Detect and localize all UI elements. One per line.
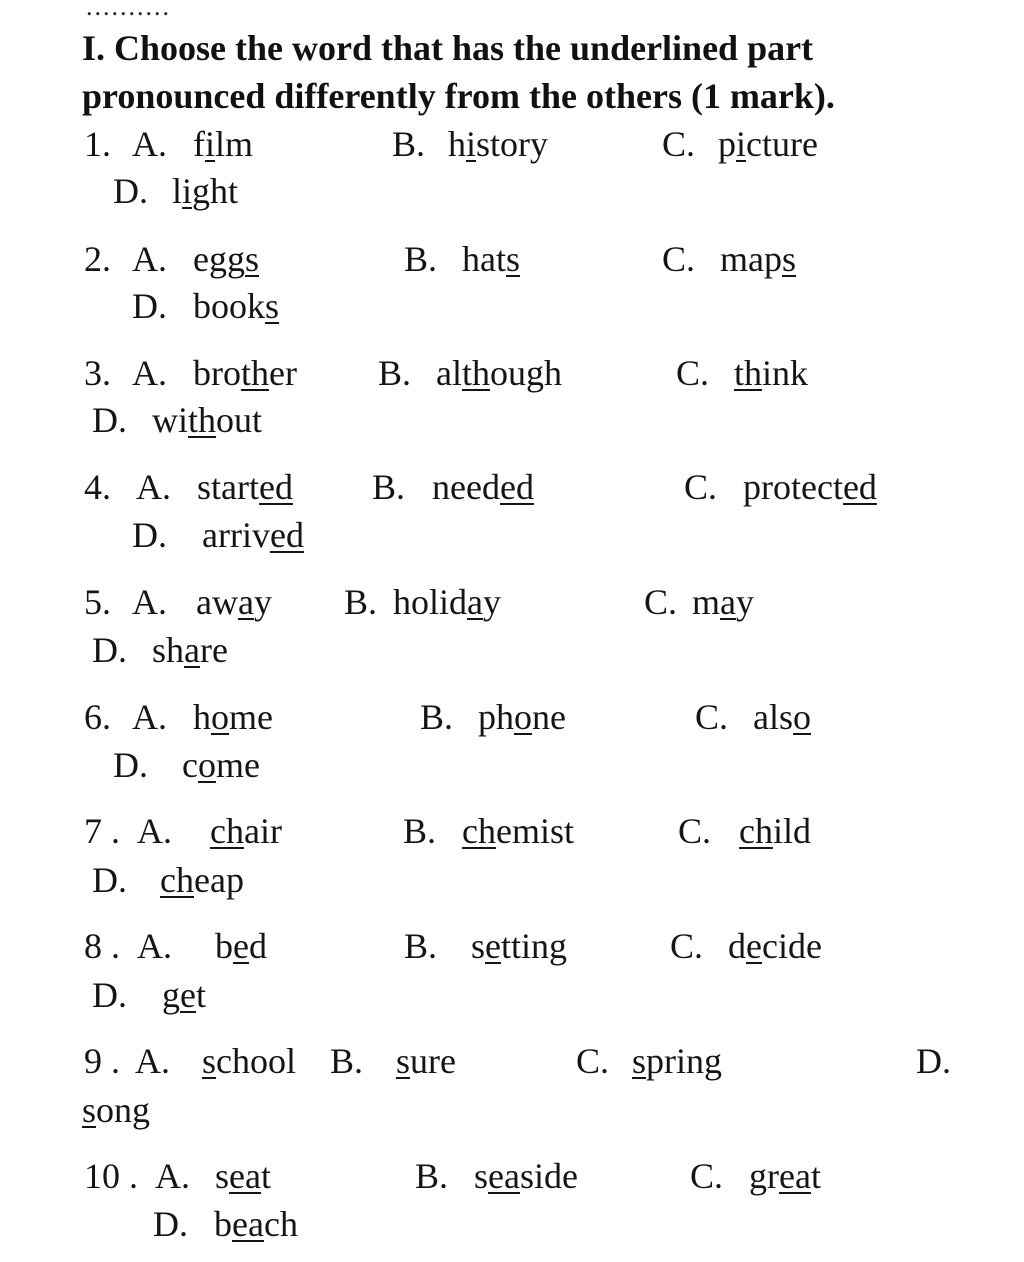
underlined-part: s: [505, 239, 520, 279]
word-prefix: hat: [462, 239, 506, 279]
underlined-part: s: [632, 1041, 647, 1081]
word-suffix: me: [215, 745, 260, 785]
word-suffix: t: [195, 975, 206, 1015]
option-letter: D.: [92, 630, 127, 670]
option-word: [462, 241, 520, 277]
option-word: [210, 813, 282, 849]
option-word: [718, 126, 818, 162]
underlined-part: s: [396, 1041, 411, 1081]
word-prefix: bro: [193, 353, 241, 393]
option-letter: D.: [132, 515, 167, 555]
word-prefix: egg: [193, 239, 245, 279]
word-prefix: wi: [152, 400, 188, 440]
underlined-part: s: [781, 239, 796, 279]
question-number: 1.: [84, 124, 111, 164]
option-word: [632, 1043, 722, 1079]
option-word: [743, 469, 877, 505]
word-suffix: tting: [501, 926, 568, 966]
word-suffix: chool: [216, 1041, 296, 1081]
underlined-part: a: [720, 582, 736, 622]
underlined-part: ch: [210, 811, 244, 851]
word-prefix: als: [753, 697, 793, 737]
word-prefix: d: [728, 926, 746, 966]
option-word: [448, 126, 548, 162]
word-suffix: pring: [646, 1041, 723, 1081]
word-prefix: m: [692, 582, 721, 622]
option-letter: B.: [392, 124, 426, 164]
question-number: 3.: [84, 353, 111, 393]
option-word: [432, 469, 534, 505]
word-suffix: t: [260, 1156, 271, 1196]
option-letter: A.: [136, 467, 171, 507]
word-suffix: y: [253, 582, 272, 622]
question-number: 4.: [84, 467, 111, 507]
word-suffix: me: [229, 697, 273, 737]
option-letter: C.: [676, 353, 710, 393]
word-prefix: s: [215, 1156, 230, 1196]
option-letter: A.: [137, 926, 172, 966]
underlined-part: ch: [462, 811, 496, 851]
option-letter: C.: [695, 697, 729, 737]
option-word: [692, 584, 754, 620]
underlined-part: s: [244, 239, 259, 279]
question-number: 8 .: [84, 926, 120, 966]
option-word: [172, 173, 238, 209]
word-prefix: f: [193, 124, 205, 164]
underlined-part: ea: [488, 1156, 520, 1196]
option-letter: D.: [113, 171, 148, 211]
word-suffix: ch: [263, 1204, 298, 1244]
option-word: [160, 862, 244, 898]
option-letter: A.: [137, 811, 172, 851]
option-letter: A.: [132, 239, 167, 279]
underlined-part: th: [461, 353, 490, 393]
word-prefix: b: [215, 926, 233, 966]
word-suffix: air: [243, 811, 282, 851]
word-prefix: s: [474, 1156, 489, 1196]
option-word: [215, 1158, 271, 1194]
question-number: 2.: [84, 239, 111, 279]
option-word: [474, 1158, 578, 1194]
word-suffix: y: [736, 582, 754, 622]
underlined-part: ed: [842, 467, 877, 507]
word-prefix: arriv: [202, 515, 270, 555]
option-letter: D.: [92, 400, 127, 440]
underlined-part: e: [233, 926, 249, 966]
option-letter: C.: [690, 1156, 724, 1196]
underlined-part: ed: [269, 515, 304, 555]
word-prefix: need: [432, 467, 500, 507]
option-letter: B.: [372, 467, 406, 507]
word-suffix: ough: [490, 353, 562, 393]
option-letter: C.: [576, 1041, 610, 1081]
option-letter: B.: [404, 926, 438, 966]
word-suffix: er: [269, 353, 297, 393]
option-letter: D.: [92, 860, 127, 900]
word-prefix: start: [197, 467, 259, 507]
word-suffix: t: [810, 1156, 821, 1196]
word-suffix: ild: [772, 811, 811, 851]
option-letter: B.: [415, 1156, 449, 1196]
underlined-part: s: [265, 286, 280, 326]
option-letter: A.: [132, 697, 167, 737]
word-prefix: al: [436, 353, 462, 393]
word-prefix: aw: [196, 582, 238, 622]
option-letter: B.: [330, 1041, 364, 1081]
word-suffix: side: [519, 1156, 578, 1196]
word-prefix: l: [172, 171, 183, 211]
option-word: [182, 747, 260, 783]
option-word: [753, 699, 811, 735]
word-prefix: s: [471, 926, 486, 966]
underlined-part: o: [793, 697, 811, 737]
question-number: 5.: [84, 582, 111, 622]
option-letter: D.: [113, 745, 148, 785]
option-word: [152, 632, 228, 668]
option-word: [462, 813, 574, 849]
option-letter: A.: [135, 1041, 170, 1081]
word-prefix: holid: [393, 582, 468, 622]
underlined-part: i: [466, 124, 477, 164]
underlined-part: i: [736, 124, 747, 164]
word-suffix: cture: [746, 124, 818, 164]
word-prefix: gr: [749, 1156, 779, 1196]
option-word: [739, 813, 811, 849]
word-prefix: c: [182, 745, 198, 785]
option-letter: C.: [662, 124, 696, 164]
word-prefix: h: [193, 697, 211, 737]
option-word: [734, 355, 808, 391]
option-word: [393, 584, 501, 620]
option-letter: D.: [916, 1041, 951, 1081]
underlined-part: ch: [739, 811, 773, 851]
option-letter: A.: [132, 124, 167, 164]
option-letter: C.: [678, 811, 712, 851]
word-suffix: lm: [215, 124, 254, 164]
option-word: [152, 402, 262, 438]
option-word: [728, 928, 822, 964]
option-letter: C.: [662, 239, 696, 279]
option-letter: B.: [420, 697, 454, 737]
option-word: [82, 1092, 150, 1128]
underlined-part: th: [188, 400, 217, 440]
question-number: 9 .: [84, 1041, 120, 1081]
underlined-part: i: [205, 124, 216, 164]
option-letter: D.: [153, 1204, 188, 1244]
question-number: 6.: [84, 697, 111, 737]
option-word: [478, 699, 566, 735]
underlined-part: s: [202, 1041, 217, 1081]
section-title-line-2: pronounced differently from the others (1 mark).: [82, 76, 835, 116]
underlined-part: th: [241, 353, 270, 393]
word-prefix: h: [448, 124, 466, 164]
option-word: [197, 469, 293, 505]
option-word: [193, 355, 297, 391]
option-word: [436, 355, 562, 391]
option-letter: A.: [132, 582, 167, 622]
word-prefix: p: [718, 124, 736, 164]
option-word: [193, 699, 273, 735]
option-letter: D.: [92, 975, 127, 1015]
word-prefix: g: [162, 975, 180, 1015]
word-suffix: cide: [761, 926, 822, 966]
word-suffix: story: [476, 124, 549, 164]
option-word: [202, 517, 304, 553]
underlined-part: th: [734, 353, 763, 393]
underlined-part: ea: [229, 1156, 261, 1196]
word-suffix: ne: [532, 697, 566, 737]
option-word: [720, 241, 796, 277]
option-word: [396, 1043, 456, 1079]
underlined-part: o: [211, 697, 229, 737]
option-word: [162, 977, 206, 1013]
word-prefix: b: [214, 1204, 232, 1244]
word-suffix: emist: [495, 811, 574, 851]
option-letter: A.: [132, 353, 167, 393]
option-word: [196, 584, 272, 620]
section-title-line-1: I. Choose the word that has the underlined part: [82, 28, 814, 68]
word-suffix: d: [248, 926, 267, 966]
option-word: [214, 1206, 298, 1242]
option-word: [471, 928, 567, 964]
option-letter: B.: [403, 811, 437, 851]
underlined-part: i: [182, 171, 193, 211]
option-letter: B.: [404, 239, 438, 279]
option-word: [193, 126, 253, 162]
word-suffix: out: [216, 400, 263, 440]
word-prefix: map: [720, 239, 782, 279]
option-letter: C.: [684, 467, 718, 507]
underlined-part: ch: [160, 860, 194, 900]
option-word: [193, 241, 259, 277]
underlined-part: e: [485, 926, 501, 966]
underlined-part: ea: [779, 1156, 811, 1196]
option-word: [202, 1043, 296, 1079]
word-prefix: book: [193, 286, 265, 326]
word-suffix: y: [483, 582, 501, 622]
underlined-part: ed: [258, 467, 293, 507]
option-word: [749, 1158, 821, 1194]
word-suffix: ght: [192, 171, 239, 211]
word-suffix: ink: [762, 353, 809, 393]
question-number: 7 .: [84, 811, 120, 851]
question-number: 10 .: [84, 1156, 138, 1196]
word-suffix: ure: [410, 1041, 456, 1081]
option-letter: C.: [670, 926, 704, 966]
underlined-part: ea: [232, 1204, 264, 1244]
underlined-part: ed: [499, 467, 534, 507]
underlined-part: s: [82, 1090, 97, 1130]
option-letter: C.: [644, 582, 678, 622]
word-suffix: ong: [96, 1090, 151, 1130]
option-word: [215, 928, 267, 964]
word-suffix: re: [200, 630, 228, 670]
word-prefix: ph: [478, 697, 514, 737]
word-prefix: protect: [743, 467, 843, 507]
underlined-part: o: [197, 745, 216, 785]
underlined-part: e: [180, 975, 196, 1015]
option-letter: D.: [132, 286, 167, 326]
option-word: [193, 288, 279, 324]
underlined-part: e: [746, 926, 762, 966]
underlined-part: a: [184, 630, 200, 670]
underlined-part: a: [237, 582, 254, 622]
option-letter: B.: [378, 353, 412, 393]
option-letter: A.: [155, 1156, 190, 1196]
underlined-part: a: [467, 582, 483, 622]
word-prefix: sh: [152, 630, 185, 670]
underlined-part: o: [514, 697, 532, 737]
top-dots: ..........: [86, 0, 171, 21]
word-suffix: eap: [193, 860, 244, 900]
option-letter: B.: [344, 582, 378, 622]
